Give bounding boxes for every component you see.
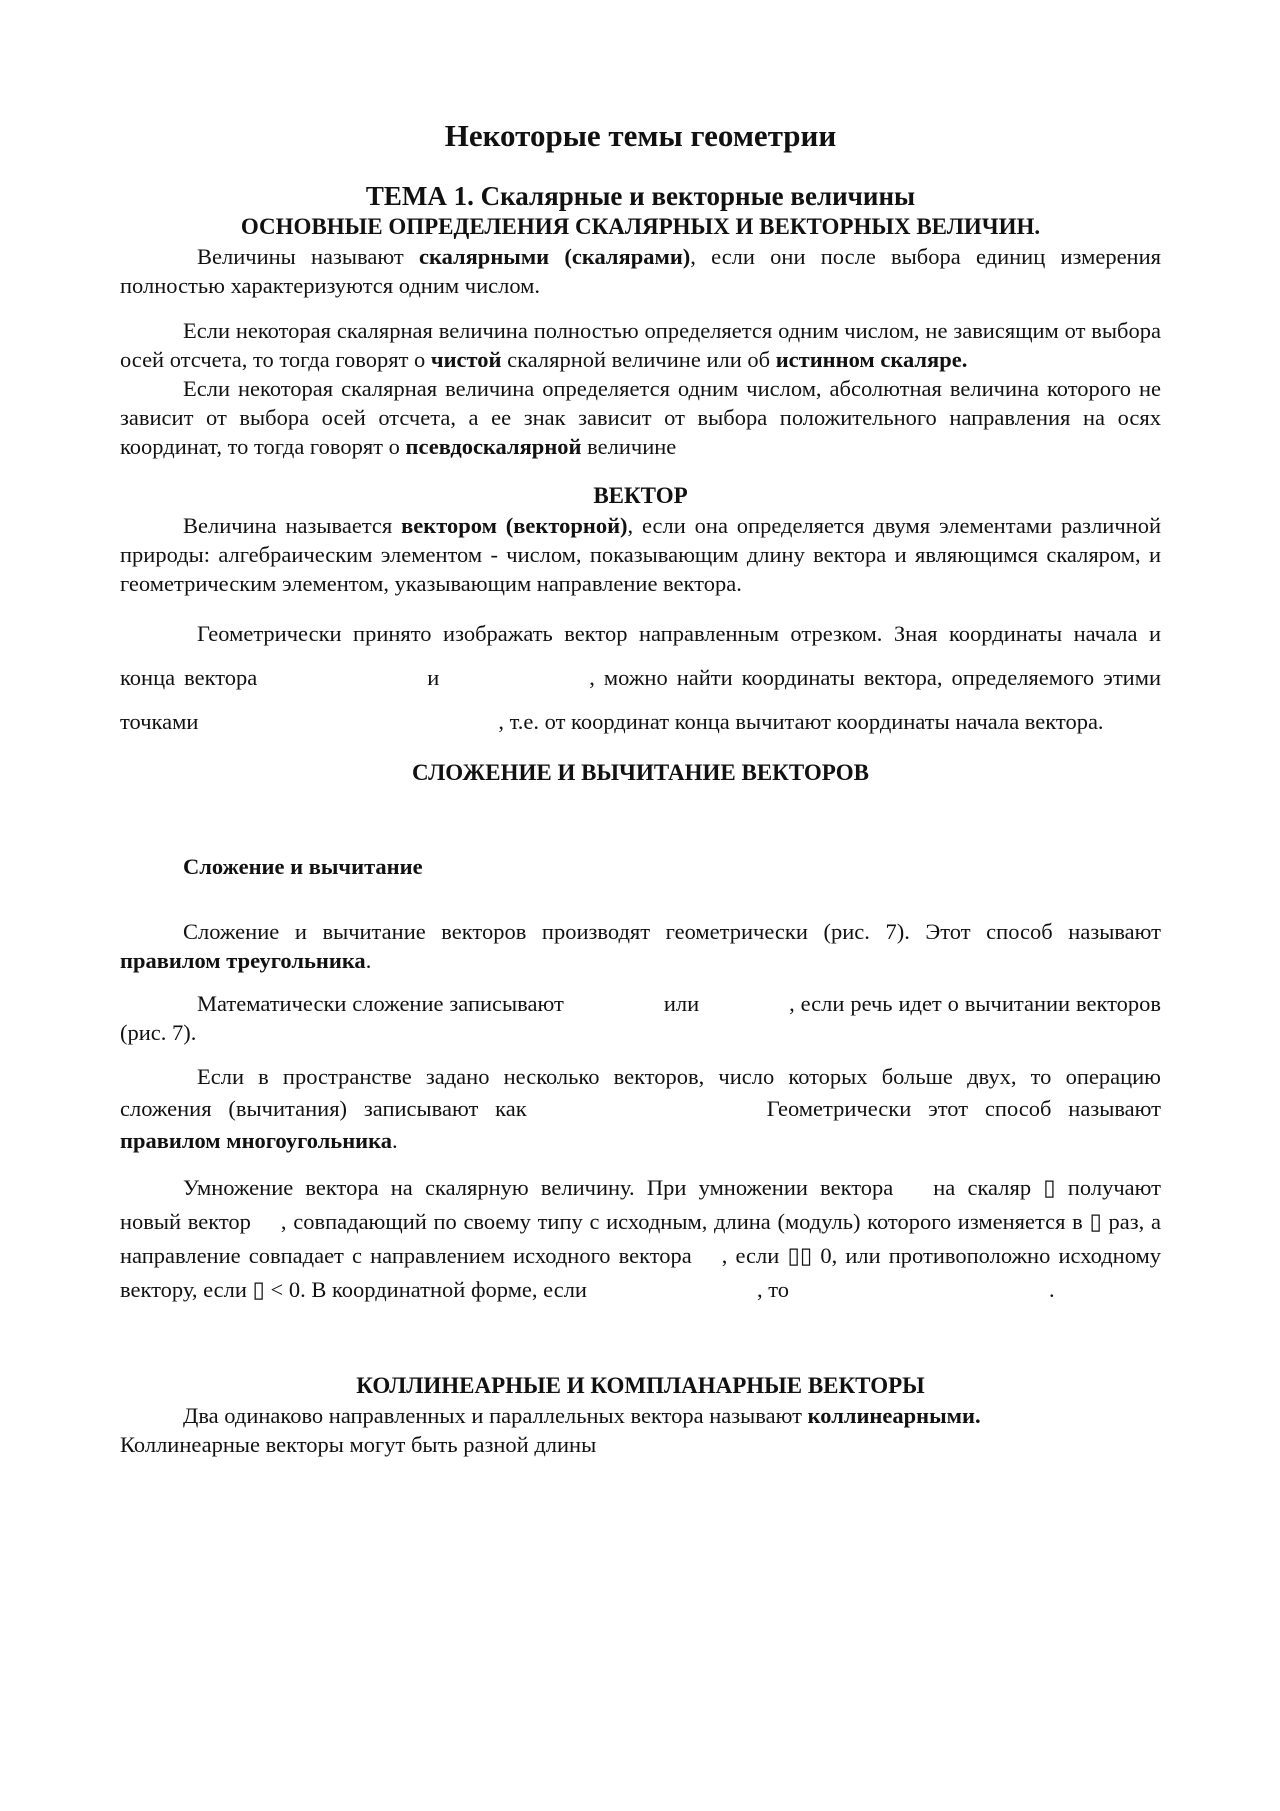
paragraph-pseudoscalar: Если некоторая скалярная величина определяется одним числом, абсолютная величина которого не зависит от выбора осей отсчета, а ее знак зависит от выбора положительного направления на осях координат, то тогда говорят о псевдоскалярной величине	[120, 376, 1161, 459]
paragraph-scalar-multiplication: Умножение вектора на скалярную величину. При умножении вектора на скаляр ▯ получают новый вектор , совпадающий по своему типу с исходным, длина (модуль) которого изменяется в ▯ раз, а направление совпадает с направлением исходного вектора , если ▯▯ 0, или противоположно исходному вектору, если ▯ < 0. В координатной форме, если , то .	[120, 1175, 1161, 1302]
paragraph-true-scalar: Если некоторая скалярная величина полностью определяется одним числом, не зависящим от выбора осей отсчета, то тогда говорят о чистой скалярной величине или об истинном скаляре.	[120, 318, 1161, 372]
section-heading-addition: СЛОЖЕНИЕ И ВЫЧИТАНИЕ ВЕКТОРОВ	[412, 760, 869, 785]
paragraph-vector-definition: Величина называется вектором (векторной), если она определяется двумя элементами различной природы: алгебраическим элементом - числом, показывающим длину вектора и являющимся скаляром, и геометрическим элементом, указывающим направление вектора.	[120, 513, 1161, 596]
section-heading-collinear: КОЛЛИНЕАРНЫЕ И КОМПЛАНАРНЫЕ ВЕКТОРЫ	[356, 1373, 925, 1398]
paragraph-collinear-length: Коллинеарные векторы могут быть разной длины	[120, 1432, 597, 1457]
section-heading-vector: ВЕКТОР	[593, 483, 688, 508]
paragraph-polygon-rule: Если в пространстве задано несколько векторов, число которых больше двух, то операцию сложения (вычитания) записывают как Геометрически этот способ называют правилом многоугольника.	[120, 1064, 1161, 1153]
document-title: Некоторые темы геометрии	[444, 118, 837, 153]
paragraph-vector-coordinates: Геометрически принято изображать вектор направленным отрезком. Зная координаты начала и конца вектора и , можно найти координаты вектора, определяемого этими точками , т.е. от координат конца вычитают координаты начала вектора.	[120, 621, 1161, 734]
paragraph-triangle-rule: Сложение и вычитание векторов производят геометрически (рис. 7). Этот способ называют правилом треугольника.	[120, 919, 1161, 973]
section-heading-definitions: ОСНОВНЫЕ ОПРЕДЕЛЕНИЯ СКАЛЯРНЫХ И ВЕКТОРНЫХ ВЕЛИЧИН.	[240, 214, 1041, 239]
document-page	[120, 118, 1161, 1459]
paragraph-math-addition: Математически сложение записывают или , если речь идет о вычитании векторов (рис. 7).	[120, 991, 1161, 1045]
topic-heading: ТЕМА 1. Скалярные и векторные величины	[365, 181, 916, 211]
paragraph-collinear: Два одинаково направленных и параллельных вектора называют коллинеарными.	[183, 1403, 981, 1428]
subheading-addition: Сложение и вычитание	[183, 854, 423, 879]
paragraph-scalar-definition: Величины называют скалярными (скалярами), если они после выбора единиц измерения полностью характеризуются одним числом.	[120, 244, 1161, 298]
